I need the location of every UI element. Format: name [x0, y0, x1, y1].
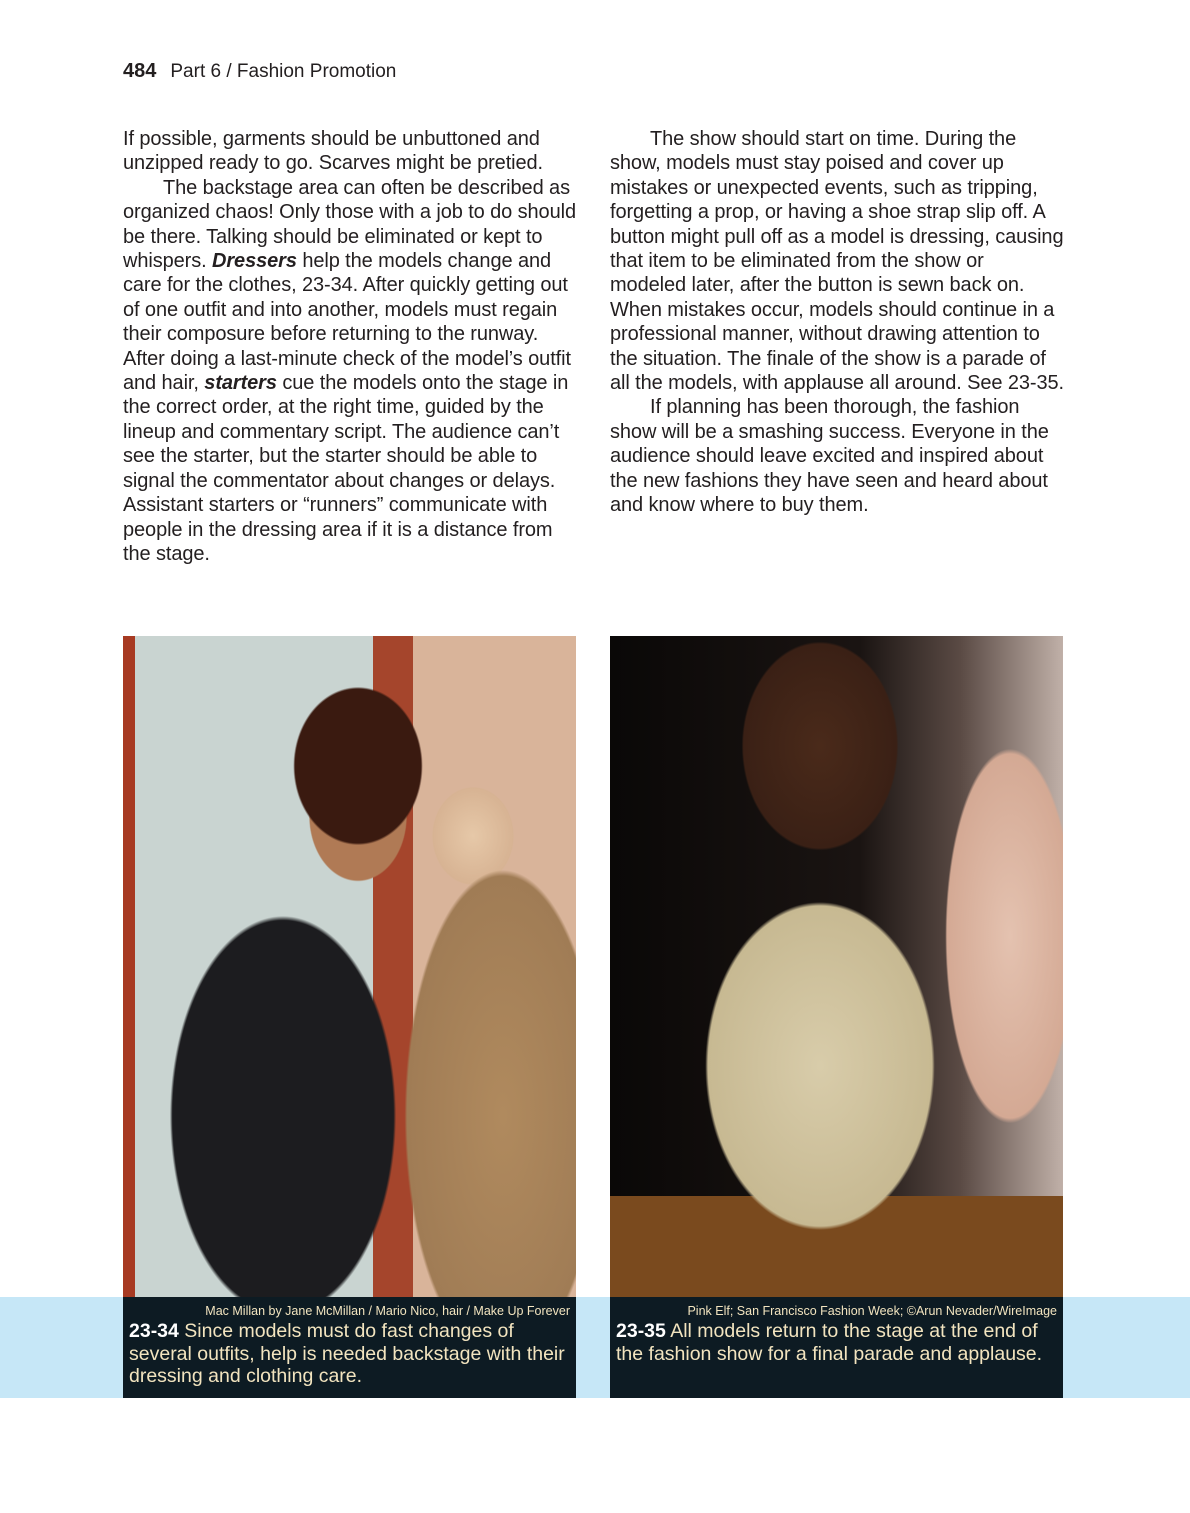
- figure-caption-23-35: [610, 1297, 1063, 1398]
- photo-credit: Pink Elf; San Francisco Fashion Week; ©Arun Nevader/WireImage: [687, 1304, 1057, 1318]
- key-term: Dressers: [212, 250, 297, 273]
- section-title: Part 6 / Fashion Promotion: [170, 61, 397, 82]
- figure-number: 23-34: [129, 1320, 179, 1342]
- text-run: cue the models onto the stage in the correct order, at the right time, guided by the lineup and commentary script. The audience can’t see the starter, but the starter should be able to signal the commentator about changes or delays. Assistant starters or “runners” communicate with people in the dressing area if it is a distance from the stage.: [123, 372, 569, 565]
- photo-credit: Mac Millan by Jane McMillan / Mario Nico, hair / Make Up Forever: [205, 1304, 570, 1318]
- text-run: If planning has been thorough, the fashion show will be a smashing success. Everyone in the audience should leave excited and inspired about the new fashions they have seen and heard about and know where to buy them.: [610, 396, 1049, 517]
- text-run: If possible, garments should be unbuttoned and unzipped ready to go. Scarves might be pretied.: [123, 128, 543, 175]
- photo-runway-finale: [610, 636, 1063, 1297]
- text-run: The show should start on time. During the show, models must stay poised and cover up mistakes or unexpected events, such as tripping, forgetting a prop, or having a shoe strap slip off. A button might pull off as a model is dressing, causing that item to be eliminated from the show or modeled later, after the button is sewn back on. When mistakes occur, models should continue in a professional manner, without drawing attention to the situation. The finale of the show is a parade of all the models, with applause all around. See 23-35.: [610, 128, 1064, 395]
- figure-number: 23-35: [616, 1320, 666, 1342]
- right-text-column: [610, 127, 1065, 518]
- caption-text: Since models must do fast changes of several outfits, help is needed backstage with their dressing and clothing care.: [129, 1320, 565, 1387]
- left-text-column: [123, 127, 578, 566]
- paragraph: [123, 127, 578, 176]
- text-run: help the models change and care for the clothes, 23-34. After quickly getting out of one outfit and into another, models must regain their composure before returning to the runway. After doing a last-minute check of the model’s outfit and hair,: [123, 250, 571, 395]
- photo-backstage-dresser: [123, 636, 576, 1297]
- key-term: starters: [204, 372, 277, 395]
- caption-text: All models return to the stage at the end of the fashion show for a final parade and applause.: [616, 1320, 1043, 1365]
- paragraph: [610, 127, 1065, 395]
- figure-caption-23-34: [123, 1297, 576, 1398]
- text-run: The backstage area can often be described as organized chaos! Only those with a job to do should be there. Talking should be eliminated or kept to whispers.: [123, 176, 576, 273]
- paragraph: [123, 176, 578, 567]
- page-number: 484: [123, 60, 157, 82]
- paragraph: [610, 395, 1065, 517]
- running-header: [123, 60, 396, 83]
